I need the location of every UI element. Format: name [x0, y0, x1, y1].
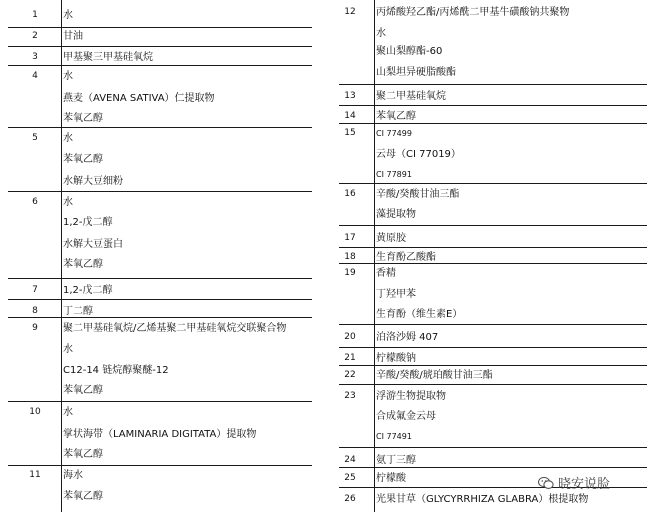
row-number: 3	[32, 52, 38, 62]
ingredient-name: 水	[63, 71, 73, 82]
row-number: 7	[32, 285, 38, 295]
row-number: 2	[32, 31, 38, 41]
ingredient-name: 氨丁三醇	[376, 455, 416, 466]
ingredient-name: 云母（CI 77019）	[376, 149, 461, 160]
ingredient-group-row	[339, 0, 647, 85]
ingredient-name: 水解大豆细粉	[63, 176, 123, 187]
ingredient-name: 柠檬酸钠	[376, 353, 416, 364]
ingredient-name: 聚二甲基硅氧烷/乙烯基聚二甲基硅氧烷交联聚合物	[63, 323, 287, 334]
row-number: 10	[29, 407, 41, 417]
ingredient-group-row	[8, 300, 312, 318]
row-number: 23	[344, 391, 356, 401]
row-number: 4	[32, 71, 38, 81]
ingredient-name: 苯氧乙醇	[63, 113, 103, 124]
row-number: 9	[32, 323, 38, 333]
row-number: 8	[32, 306, 38, 316]
ingredient-group-row	[339, 124, 647, 184]
ingredient-name: 1,2-戊二醇	[63, 217, 113, 228]
ingredient-name: 香精	[376, 268, 396, 279]
ingredient-group-row	[8, 128, 312, 192]
ingredient-name: 藻提取物	[376, 209, 416, 220]
ingredient-name: 苯氧乙醇	[63, 385, 103, 396]
row-number: 11	[29, 470, 41, 480]
ingredient-group-row	[8, 47, 312, 66]
ingredient-name: C12-14 链烷醇聚醚-12	[63, 365, 169, 376]
row-number: 17	[344, 233, 356, 243]
ingredient-name: 合成氟金云母	[376, 411, 436, 422]
ingredient-name: CI 77499	[376, 129, 412, 138]
ingredient-name: 苯氧乙醇	[63, 449, 103, 460]
ingredient-name: 聚二甲基硅氧烷	[376, 91, 446, 102]
ingredient-group-row	[339, 184, 647, 226]
ingredient-name: 苯氧乙醇	[376, 111, 416, 122]
ingredient-group-row	[8, 466, 312, 512]
ingredient-name: 聚山梨醇酯-60	[376, 46, 443, 57]
watermark-text: 晓安说脸	[558, 477, 611, 492]
ingredient-table-left	[8, 0, 312, 512]
ingredient-name: 丁二醇	[63, 306, 93, 317]
row-number: 6	[32, 197, 38, 207]
ingredient-name: 泊洛沙姆 407	[376, 332, 439, 343]
ingredient-name: 水	[63, 133, 73, 144]
row-number: 1	[32, 10, 38, 20]
row-number: 14	[344, 111, 356, 121]
ingredient-group-row	[339, 264, 647, 325]
row-number: 12	[344, 7, 356, 17]
ingredient-name: 辛酸/癸酸/琥珀酸甘油三酯	[376, 370, 493, 381]
ingredient-name: CI 77491	[376, 432, 412, 441]
ingredient-name: 燕麦（AVENA SATIVA）仁提取物	[63, 93, 215, 104]
wechat-icon	[538, 476, 554, 495]
row-number: 13	[344, 91, 356, 101]
ingredient-group-row	[339, 366, 647, 385]
row-number: 20	[344, 332, 356, 342]
row-number: 25	[344, 473, 356, 483]
ingredient-name: 水	[63, 344, 73, 355]
ingredient-name: 水	[63, 197, 73, 208]
ingredient-name: 苯氧乙醇	[63, 259, 103, 270]
ingredient-group-row	[8, 66, 312, 128]
row-number: 16	[344, 189, 356, 199]
row-number: 18	[344, 252, 356, 262]
ingredient-name: 海水	[63, 470, 83, 481]
watermark	[538, 476, 610, 495]
ingredient-group-row	[8, 0, 312, 28]
ingredient-name: 水	[376, 28, 386, 39]
ingredient-name: 黄原胶	[376, 233, 406, 244]
ingredient-group-row	[339, 226, 647, 248]
ingredient-name: 苯氧乙醇	[63, 154, 103, 165]
ingredient-group-row	[8, 279, 312, 300]
ingredient-name: CI 77891	[376, 170, 412, 179]
ingredient-group-row	[339, 448, 647, 468]
row-number: 24	[344, 455, 356, 465]
ingredient-name: 丁羟甲苯	[376, 289, 416, 300]
ingredient-name: 甘油	[63, 31, 83, 42]
ingredient-name: 水	[63, 10, 73, 21]
ingredient-name: 苯氧乙醇	[63, 491, 103, 502]
ingredient-name: 掌状海带（LAMINARIA DIGITATA）提取物	[63, 429, 257, 440]
ingredient-name: 水	[63, 407, 73, 418]
ingredient-group-row	[339, 248, 647, 264]
ingredient-name: 生育酚（维生素E）	[376, 309, 463, 320]
ingredient-group-row	[8, 402, 312, 466]
ingredient-name: 丙烯酸羟乙酯/丙烯酰二甲基牛磺酸钠共聚物	[376, 7, 570, 18]
ingredient-name: 1,2-戊二醇	[63, 285, 113, 296]
row-number: 19	[344, 268, 356, 278]
ingredient-group-row	[339, 325, 647, 348]
ingredient-name: 山梨坦异硬脂酸酯	[376, 67, 456, 78]
row-number: 15	[344, 128, 356, 138]
ingredient-name: 水解大豆蛋白	[63, 239, 123, 250]
ingredient-name: 辛酸/癸酸甘油三酯	[376, 189, 460, 200]
ingredient-group-row	[8, 28, 312, 47]
ingredient-name: 生育酚乙酸酯	[376, 252, 436, 263]
row-number: 5	[32, 133, 38, 143]
ingredient-group-row	[339, 348, 647, 366]
ingredient-group-row	[339, 106, 647, 124]
ingredient-group-row	[8, 318, 312, 402]
ingredient-group-row	[339, 85, 647, 106]
ingredient-name: 浮游生物提取物	[376, 391, 446, 402]
ingredient-group-row	[8, 192, 312, 279]
ingredient-name: 光果甘草（GLYCYRRHIZA GLABRA）根提取物	[376, 494, 589, 505]
ingredient-name: 柠檬酸	[376, 473, 406, 484]
ingredient-group-row	[339, 385, 647, 448]
ingredient-name: 甲基聚三甲基硅氧烷	[63, 52, 153, 63]
row-number: 26	[344, 494, 356, 504]
row-number: 21	[344, 353, 356, 363]
ingredient-table-right	[339, 0, 647, 512]
row-number: 22	[344, 370, 356, 380]
